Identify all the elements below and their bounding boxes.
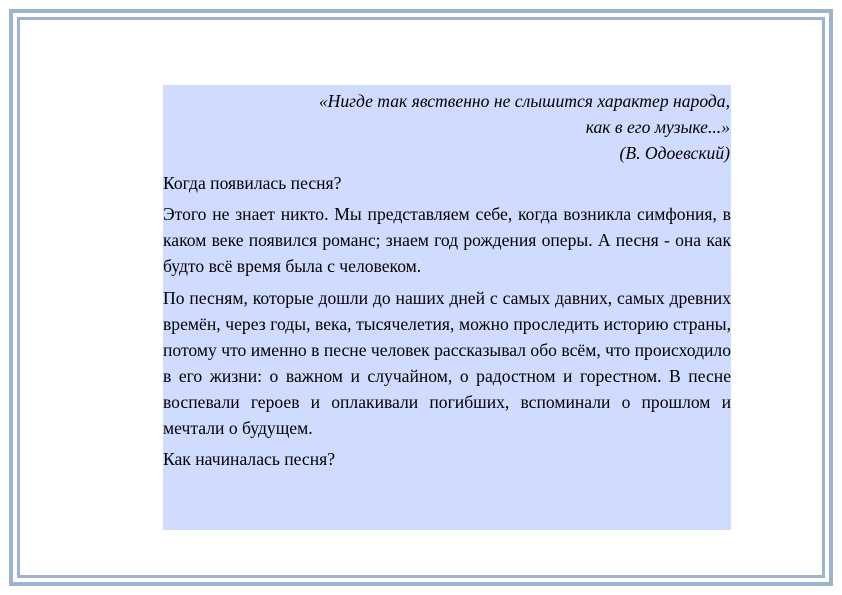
epigraph-line-1: «Нигде так явственно не слышится характер народа, (318, 91, 730, 111)
text-box (163, 85, 731, 530)
epigraph-line-2: как в его музыке...» (585, 117, 730, 137)
question-when-song-appeared: Когда появилась песня? (163, 173, 342, 193)
epigraph (163, 88, 730, 166)
paragraph-songs-history: По песням, которые дошли до наших дней с самых давних, самых древних времён, через годы, века, тысячелетия, можно проследить историю страны, потому что именно в песне человек рассказывал обо всём, что происходило в его жизни: о важном и случайном, о радостном и горестном. В песне воспевали героев и оплакивали погибших, вспоминали о прошлом и мечтали о будущем. (163, 288, 731, 438)
paragraph-nobody-knows: Этого не знает никто. Мы представляем себе, когда возникла симфония, в каком веке появился романс; знаем год рождения оперы. А песня - она как будто всё время была с человеком. (163, 204, 731, 276)
epigraph-author: (В. Одоевский) (619, 143, 730, 163)
question-how-song-began: Как начиналась песня? (163, 449, 336, 469)
